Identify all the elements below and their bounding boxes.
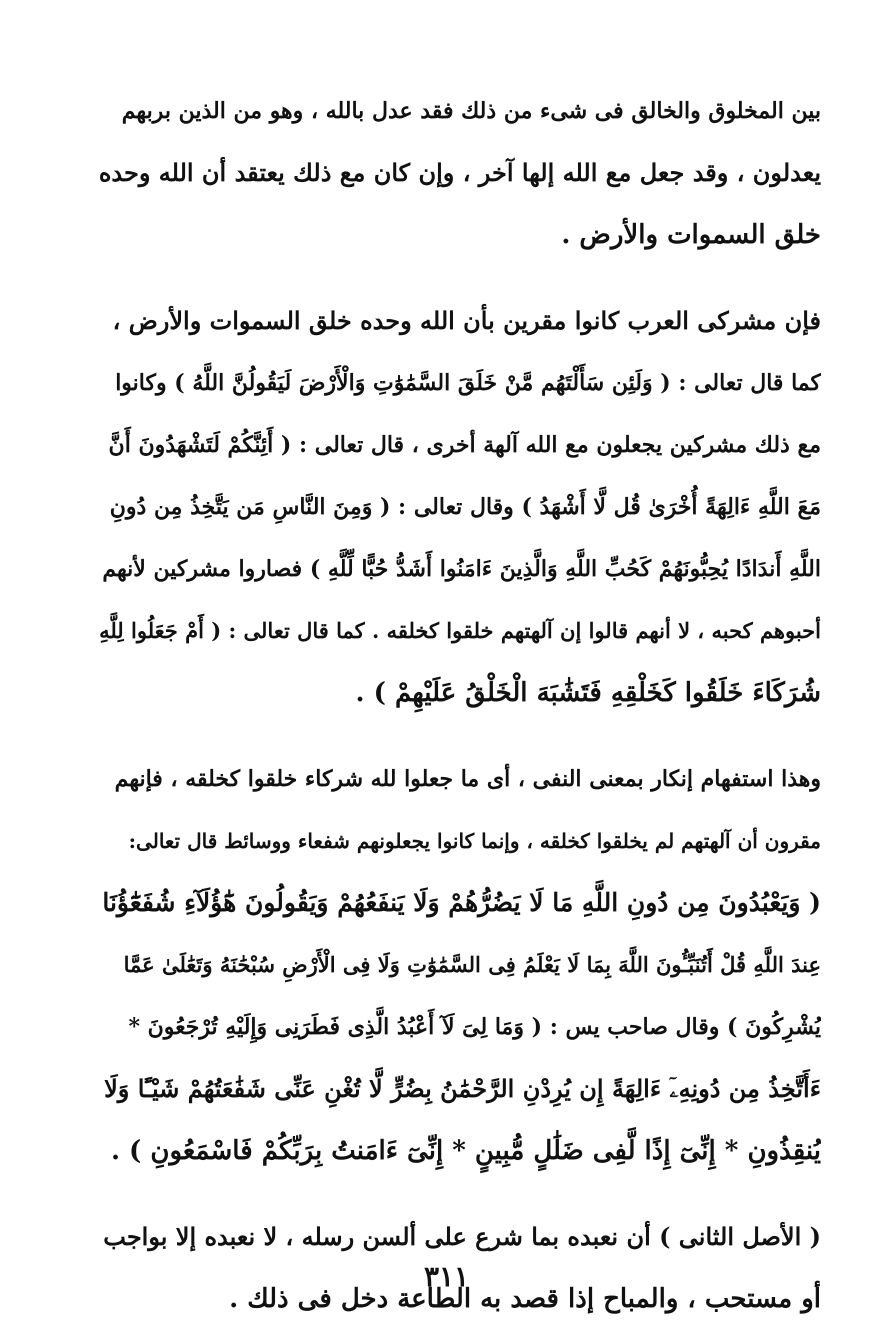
paragraph-1 bbox=[98, 80, 821, 266]
text-line: ( الأصل الثانى ) أن نعبده بما شرع على ألسن رسله ، لا نعبده إلا بواجب bbox=[103, 1222, 821, 1251]
text-line: يُنقِذُونِ * إِنِّىٓ إِذًا لَّفِى ضَلَٰلٍ مُّبِينٍ * إِنِّىٓ ءَامَنتُ بِرَبِّكُمْ فَاسْمَعُونِ ) . bbox=[110, 1136, 821, 1166]
text-line: أحبوهم كحبه ، لا أنهم قالوا إن آلهتهم خلقوا كخلقه . كما قال تعالى : ( أَمْ جَعَلُوا لِلَّهِ bbox=[99, 618, 821, 643]
text-line: كما قال تعالى : ( وَلَئِن سَأَلْتَهُم مَّنْ خَلَقَ السَّمَٰوَٰتِ وَالْأَرْضَ لَيَقُولُنَّ اللَّهُ ) وكانوا bbox=[115, 370, 821, 396]
text-line: يعدلون ، وقد جعل مع الله إلها آخر ، وإن كان مع ذلك يعتقد أن الله وحده bbox=[98, 158, 821, 187]
page-number: ٣١١ bbox=[423, 1260, 470, 1293]
text-line: مَعَ اللَّهِ ءَالِهَةً أُخْرَىٰ قُل لَّا أَشْهَدُ ) وقال تعالى : ( وَمِنَ النَّاسِ مَن يَتَّخِذُ مِن دُونِ bbox=[109, 494, 821, 520]
text-line: ءَأَتَّخِذُ مِن دُونِهِۦٓ ءَالِهَةً إِن يُرِدْنِ الرَّحْمَٰنُ بِضُرٍّ لَّا تُغْنِ عَنِّى شَفَٰعَتُهُمْ شَيْـًٔا وَلَا bbox=[104, 1074, 821, 1103]
text-line: اللَّهِ أَندَادًا يُحِبُّونَهُمْ كَحُبِّ اللَّهِ وَالَّذِينَ ءَامَنُوا أَشَدُّ حُبًّا لِّلَّهِ ) فصاروا مشركين لأنهم bbox=[102, 556, 821, 582]
paragraph-3 bbox=[98, 748, 821, 1182]
text-line: شُرَكَاءَ خَلَقُوا كَخَلْقِهِ فَتَشَٰبَهَ الْخَلْقُ عَلَيْهِمْ ) . bbox=[355, 678, 821, 708]
text-line: وهذا استفهام إنكار بمعنى النفى ، أى ما جعلوا لله شركاء خلقوا كخلقه ، فإنهم bbox=[114, 766, 821, 792]
text-line: مقرون أن آلهتهم لم يخلقوا كخلقه ، وإنما كانوا يجعلونهم شفعاء ووسائط قال تعالى: bbox=[128, 829, 821, 853]
text-line: بين المخلوق والخالق فى شىء من ذلك فقد عدل بالله ، وهو من الذين بربهم bbox=[121, 98, 821, 124]
text-line: فإن مشركى العرب كانوا مقرين بأن الله وحده خلق السموات والأرض ، bbox=[112, 306, 821, 335]
text-line: خلق السموات والأرض . bbox=[561, 220, 821, 250]
text-line: مع ذلك مشركين يجعلون مع الله آلهة أخرى ، قال تعالى : ( أَئِنَّكُمْ لَتَشْهَدُونَ أَنَّ bbox=[108, 432, 821, 458]
text-line: أو مستحب ، والمباح إذا قصد به الطاعة دخل فى ذلك . bbox=[229, 1284, 821, 1314]
body-text bbox=[98, 80, 821, 1330]
text-line: يُشْرِكُونَ ) وقال صاحب يس : ( وَمَا لِىَ لَآ أَعْبُدُ الَّذِى فَطَرَنِى وَإِلَيْهِ تُرْجَعُونَ * bbox=[128, 1014, 821, 1040]
text-line: ( وَيَعْبُدُونَ مِن دُونِ اللَّهِ مَا لَا يَضُرُّهُمْ وَلَا يَنفَعُهُمْ وَيَقُولُونَ هَٰٓؤُلَآءِ شُفَعَٰٓؤُنَا bbox=[102, 888, 821, 917]
paragraph-2 bbox=[98, 290, 821, 724]
text-line: عِندَ اللَّهِ قُلْ أَتُنَبِّـُٔونَ اللَّهَ بِمَا لَا يَعْلَمُ فِى السَّمَٰوَٰتِ وَلَا فِى الْأَرْضِ سُبْحَٰنَهُ وَتَعَٰلَىٰ عَمَّا bbox=[123, 952, 821, 977]
